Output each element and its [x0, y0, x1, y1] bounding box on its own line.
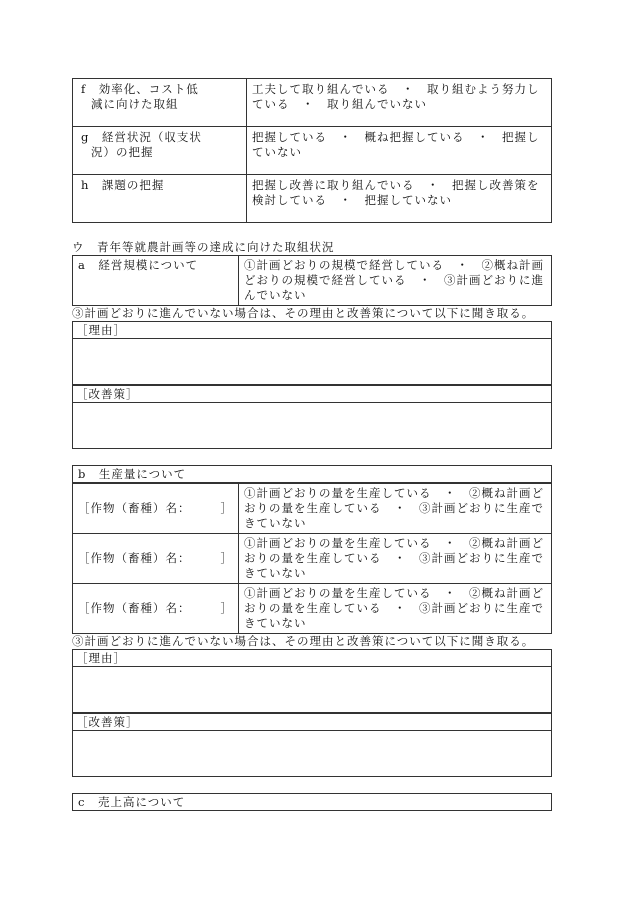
crop-bracket: ］ — [220, 551, 233, 565]
row-label: a 経営規模について — [73, 256, 239, 306]
row-value: ①計画どおりの規模で経営している ・ ②概ね計画どおりの規模で経営している ・ ③計画どおりに進んでいない — [239, 256, 552, 306]
crop-name-cell[interactable] — [73, 484, 239, 534]
scale-table — [72, 255, 552, 306]
table-row — [73, 175, 552, 223]
table-row — [73, 256, 552, 306]
table-row — [73, 79, 552, 127]
label-line: 況）の把握 — [91, 145, 154, 159]
row-label — [73, 79, 247, 127]
section-title: ウ 青年等就農計画等の達成に向けた取組状況 — [72, 240, 335, 254]
label-line: 減に向けた取組 — [91, 97, 179, 111]
section-label: b 生産量について — [73, 466, 552, 483]
crop-name-cell[interactable] — [73, 534, 239, 584]
reason-box[interactable] — [72, 338, 552, 385]
production-table — [72, 483, 552, 634]
row-value: 把握し改善に取り組んでいる ・ 把握し改善策を検討している ・ 把握していない — [247, 175, 552, 223]
row-label — [73, 127, 247, 175]
row-value: ①計画どおりの量を生産している ・ ②概ね計画どおりの量を生産している ・ ③計画どおりに生産できていない — [239, 484, 552, 534]
table-row — [73, 534, 552, 584]
table-row — [73, 127, 552, 175]
label-line: h 課題の把握 — [81, 178, 165, 192]
improvement-box[interactable] — [72, 402, 552, 449]
sales-header — [72, 793, 552, 811]
label-line: g 経営状況（収支状 — [81, 130, 202, 144]
improvement-label: ［改善策］ — [72, 385, 552, 402]
reason-box[interactable] — [72, 666, 552, 713]
crop-name-cell[interactable] — [73, 584, 239, 634]
instruction-note: ③計画どおりに進んでいない場合は、その理由と改善策について以下に聞き取る。 — [72, 306, 535, 320]
reason-label: ［理由］ — [72, 321, 552, 338]
row-value: ①計画どおりの量を生産している ・ ②概ね計画どおりの量を生産している ・ ③計画どおりに生産できていない — [239, 534, 552, 584]
table-row — [73, 794, 552, 811]
crop-label: ［作物（畜種）名： — [78, 551, 191, 565]
improvement-box[interactable] — [72, 730, 552, 777]
table-row — [73, 584, 552, 634]
evaluation-table — [72, 78, 552, 223]
production-header — [72, 465, 552, 483]
crop-bracket: ］ — [220, 601, 233, 615]
section-label: c 売上高について — [73, 794, 552, 811]
crop-label: ［作物（畜種）名： — [78, 501, 191, 515]
table-row — [73, 466, 552, 483]
reason-label: ［理由］ — [72, 649, 552, 666]
crop-bracket: ］ — [220, 501, 233, 515]
table-row — [73, 484, 552, 534]
row-value: 把握している ・ 概ね把握している ・ 把握していない — [247, 127, 552, 175]
label-line: f 効率化、コスト低 — [81, 82, 199, 96]
instruction-note: ③計画どおりに進んでいない場合は、その理由と改善策について以下に聞き取る。 — [72, 634, 535, 648]
row-label — [73, 175, 247, 223]
row-value: 工夫して取り組んでいる ・ 取り組むよう努力している ・ 取り組んでいない — [247, 79, 552, 127]
row-value: ①計画どおりの量を生産している ・ ②概ね計画どおりの量を生産している ・ ③計画どおりに生産できていない — [239, 584, 552, 634]
improvement-label: ［改善策］ — [72, 713, 552, 730]
crop-label: ［作物（畜種）名： — [78, 601, 191, 615]
document-page — [72, 78, 552, 811]
